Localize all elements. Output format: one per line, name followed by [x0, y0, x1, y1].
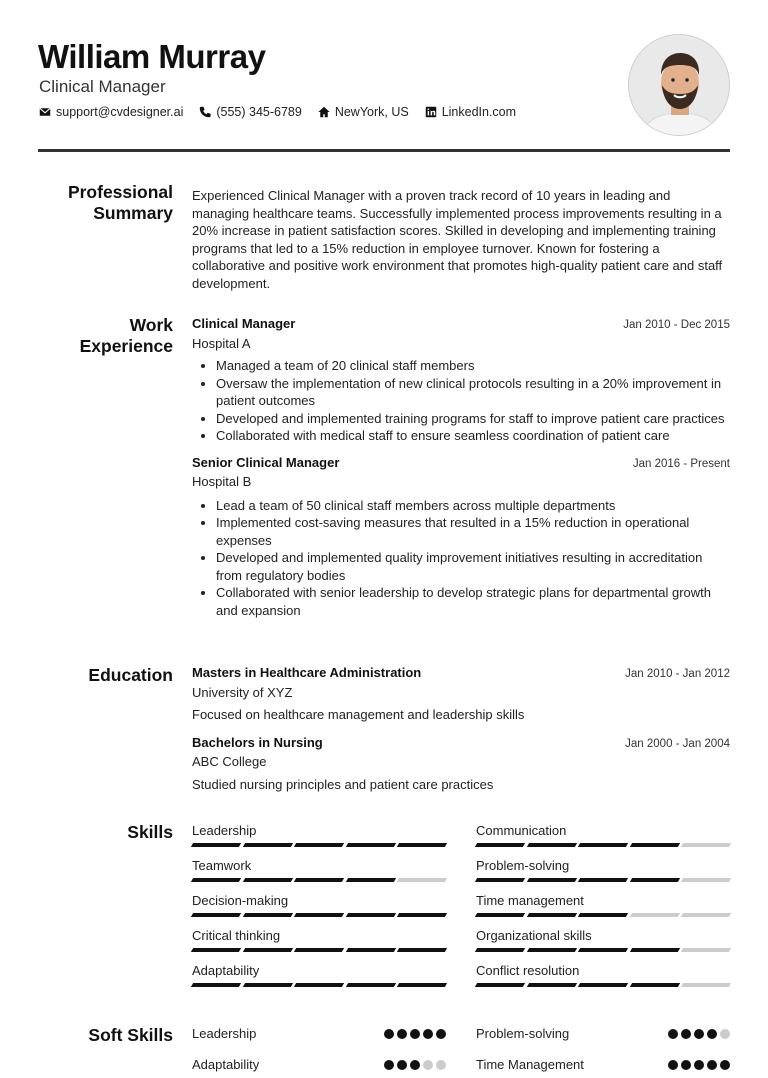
experience-heading-line1: Work [129, 315, 173, 335]
skill-level-segment [681, 913, 731, 917]
skill-level-segment [397, 913, 447, 917]
skill-level-segment [681, 878, 731, 882]
summary-heading [40, 182, 173, 224]
skill-level-segment [242, 983, 292, 987]
avatar [629, 35, 730, 136]
skill-level-bar [192, 983, 446, 987]
skills-heading: Skills [127, 822, 173, 842]
soft-skill-rating [668, 1060, 730, 1070]
skill-name: Decision-making [192, 893, 289, 908]
skill-level-bar [476, 878, 730, 882]
school: University of XYZ [192, 684, 293, 700]
job-bullet: • Developed and implemented quality improvement initiatives resulting in accreditation from regulatory bodies [216, 549, 730, 584]
soft-skill-rating [668, 1029, 730, 1039]
skill-level-segment [578, 843, 628, 847]
skill-item [192, 928, 446, 952]
skill-level-segment [242, 913, 292, 917]
education-entry [192, 664, 730, 724]
skill-level-segment [526, 913, 576, 917]
candidate-name: William Murray [38, 38, 266, 75]
experience-heading-line2: Experience [79, 336, 173, 356]
skill-name: Time management [476, 893, 584, 908]
skill-level-segment [630, 948, 680, 952]
experience-list [192, 315, 730, 619]
job-company: Hospital A [192, 335, 251, 351]
skill-name: Leadership [192, 823, 257, 838]
skill-level-segment [578, 948, 628, 952]
skill-level-segment [578, 878, 628, 882]
contact-linkedin[interactable] [425, 105, 516, 119]
degree: Bachelors in Nursing [192, 734, 323, 750]
contact-list [39, 105, 516, 119]
skills-grid [192, 823, 730, 987]
contact-email[interactable] [39, 105, 183, 119]
skill-level-segment [475, 948, 525, 952]
skill-level-segment [397, 843, 447, 847]
rating-dot [668, 1029, 678, 1039]
soft-skill-name: Leadership [192, 1026, 257, 1041]
contact-phone[interactable] [199, 105, 301, 119]
degree: Masters in Healthcare Administration [192, 665, 422, 680]
soft-skill-name: Adaptability [192, 1057, 260, 1072]
skill-item [476, 963, 730, 987]
rating-dot [423, 1029, 433, 1039]
skill-item [476, 893, 730, 917]
soft-skill-name: Problem-solving [476, 1026, 570, 1041]
skill-name: Critical thinking [192, 928, 281, 943]
rating-dot [397, 1029, 407, 1039]
skill-level-segment [475, 878, 525, 882]
skill-level-segment [242, 878, 292, 882]
rating-dot [384, 1029, 394, 1039]
rating-dot [681, 1060, 691, 1070]
job-dates: Jan 2016 - Present [632, 457, 730, 470]
skill-level-bar [476, 948, 730, 952]
profile-photo [628, 34, 730, 136]
rating-dot [410, 1029, 420, 1039]
skill-name: Problem-solving [476, 858, 570, 873]
job-bullet: • Collaborated with medical staff to ensure seamless coordination of patient care [216, 427, 730, 445]
skill-level-segment [578, 913, 628, 917]
rating-dot [694, 1029, 704, 1039]
skill-level-bar [476, 913, 730, 917]
skill-level-segment [191, 843, 241, 847]
summary-text: Experienced Clinical Manager with a proven track record of 10 years in leading and managing healthcare teams. Successfully implemented process improvements resulting in a 20% increase in patient satisfaction scores. Skilled in developing and implementing training programs that led to a 15% reduction in employee turnover. Known for fostering a collaborative and positive work environment that promotes high-quality patient care and staff development. [192, 188, 723, 291]
contact-linkedin-text: LinkedIn.com [441, 105, 517, 119]
skill-level-bar [192, 913, 446, 917]
job-bullet: • Developed and implemented training programs for staff to improve patient care practices [216, 410, 730, 428]
skill-level-segment [681, 843, 731, 847]
rating-dot [436, 1029, 446, 1039]
job-bullets [192, 357, 730, 445]
skill-level-bar [192, 878, 446, 882]
skill-level-segment [242, 843, 292, 847]
skill-level-segment [294, 983, 344, 987]
contact-email-text: support@cvdesigner.ai [56, 105, 184, 119]
skill-level-segment [191, 913, 241, 917]
skill-level-segment [397, 878, 447, 882]
skill-level-segment [630, 983, 680, 987]
skill-level-segment [294, 913, 344, 917]
skill-level-segment [630, 878, 680, 882]
skill-level-segment [294, 948, 344, 952]
phone-icon [199, 106, 211, 118]
skill-level-segment [346, 948, 396, 952]
education-entry [192, 734, 730, 794]
skill-level-segment [526, 983, 576, 987]
skill-item [192, 893, 446, 917]
skill-level-segment [346, 878, 396, 882]
rating-dot [707, 1060, 717, 1070]
job-bullet: • Oversaw the implementation of new clinical protocols resulting in a 20% improvement in patient outcomes [216, 375, 730, 410]
summary-heading-line2: Summary [93, 203, 173, 223]
education-description: Focused on healthcare management and leadership skills [192, 707, 525, 722]
skill-level-segment [191, 983, 241, 987]
skill-level-segment [681, 983, 731, 987]
summary-heading-line1: Professional [67, 182, 173, 202]
education-list [192, 664, 730, 793]
rating-dot [397, 1060, 407, 1070]
job-title: Clinical Manager [192, 316, 296, 331]
linkedin-icon [425, 106, 437, 118]
skill-level-segment [630, 843, 680, 847]
school: ABC College [192, 754, 267, 769]
skill-level-bar [192, 948, 446, 952]
skill-level-segment [191, 948, 241, 952]
rating-dot [694, 1060, 704, 1070]
skill-level-segment [578, 983, 628, 987]
job-bullet: • Lead a team of 50 clinical staff members across multiple departments [216, 497, 730, 515]
soft-skill-item [476, 1025, 730, 1042]
skill-level-segment [475, 983, 525, 987]
contact-location [318, 105, 409, 119]
rating-dot [681, 1029, 691, 1039]
soft-skills-heading: Soft Skills [88, 1025, 173, 1045]
skill-level-segment [294, 878, 344, 882]
skill-level-segment [191, 878, 241, 882]
skill-item [476, 928, 730, 952]
skill-level-segment [475, 843, 525, 847]
job-company: Hospital B [192, 474, 252, 489]
soft-skill-name: Time Management [476, 1057, 584, 1072]
skill-level-segment [346, 913, 396, 917]
job-dates: Jan 2010 - Dec 2015 [623, 319, 730, 331]
contact-phone-text: (555) 345-6789 [216, 105, 302, 119]
job-bullets [192, 497, 730, 620]
skill-name: Adaptability [192, 963, 260, 978]
skill-name: Teamwork [192, 858, 252, 873]
job-bullet: • Collaborated with senior leadership to develop strategic plans for departmental growth and expansion [216, 584, 730, 619]
skill-name: Communication [476, 823, 567, 838]
skill-level-segment [346, 983, 396, 987]
header-divider [38, 149, 730, 152]
soft-skill-item [476, 1056, 730, 1073]
soft-skill-item [192, 1025, 446, 1042]
skill-level-segment [526, 878, 576, 882]
skill-level-bar [476, 843, 730, 847]
skill-name: Organizational skills [476, 928, 592, 943]
skill-level-bar [476, 983, 730, 987]
skill-level-segment [242, 948, 292, 952]
education-description: Studied nursing principles and patient care practices [192, 776, 494, 792]
soft-skill-rating [384, 1029, 446, 1039]
soft-skills-grid [192, 1025, 730, 1073]
skill-item [192, 858, 446, 882]
contact-location-text: NewYork, US [334, 105, 409, 119]
job-entry [192, 315, 730, 445]
soft-skill-item [192, 1056, 446, 1073]
skill-level-segment [681, 948, 731, 952]
rating-dot [720, 1029, 730, 1039]
experience-heading [40, 315, 173, 357]
skill-item [192, 823, 446, 847]
skill-level-segment [526, 843, 576, 847]
rating-dot [668, 1060, 678, 1070]
skill-level-segment [397, 948, 447, 952]
skill-level-segment [526, 948, 576, 952]
rating-dot [384, 1060, 394, 1070]
skill-level-segment [630, 913, 680, 917]
skill-name: Conflict resolution [476, 963, 580, 978]
skill-item [476, 823, 730, 847]
skill-level-segment [475, 913, 525, 917]
job-title: Clinical Manager [39, 77, 166, 96]
rating-dot [436, 1060, 446, 1070]
job-bullet: • Managed a team of 20 clinical staff members [216, 357, 730, 375]
soft-skill-rating [384, 1060, 446, 1070]
job-bullet: • Implemented cost-saving measures that resulted in a 15% reduction in operational expenses [216, 514, 730, 549]
skill-level-segment [294, 843, 344, 847]
rating-dot [423, 1060, 433, 1070]
job-entry [192, 454, 730, 620]
rating-dot [720, 1060, 730, 1070]
rating-dot [707, 1029, 717, 1039]
skill-item [192, 963, 446, 987]
skill-level-segment [346, 843, 396, 847]
envelope-icon [39, 106, 51, 118]
skill-item [476, 858, 730, 882]
skill-level-bar [192, 843, 446, 847]
education-dates: Jan 2010 - Jan 2012 [625, 668, 730, 680]
rating-dot [410, 1060, 420, 1070]
education-heading: Education [88, 665, 173, 685]
skill-level-segment [397, 983, 447, 987]
job-title: Senior Clinical Manager [192, 454, 340, 470]
home-icon [318, 106, 330, 118]
education-dates: Jan 2000 - Jan 2004 [625, 737, 730, 750]
